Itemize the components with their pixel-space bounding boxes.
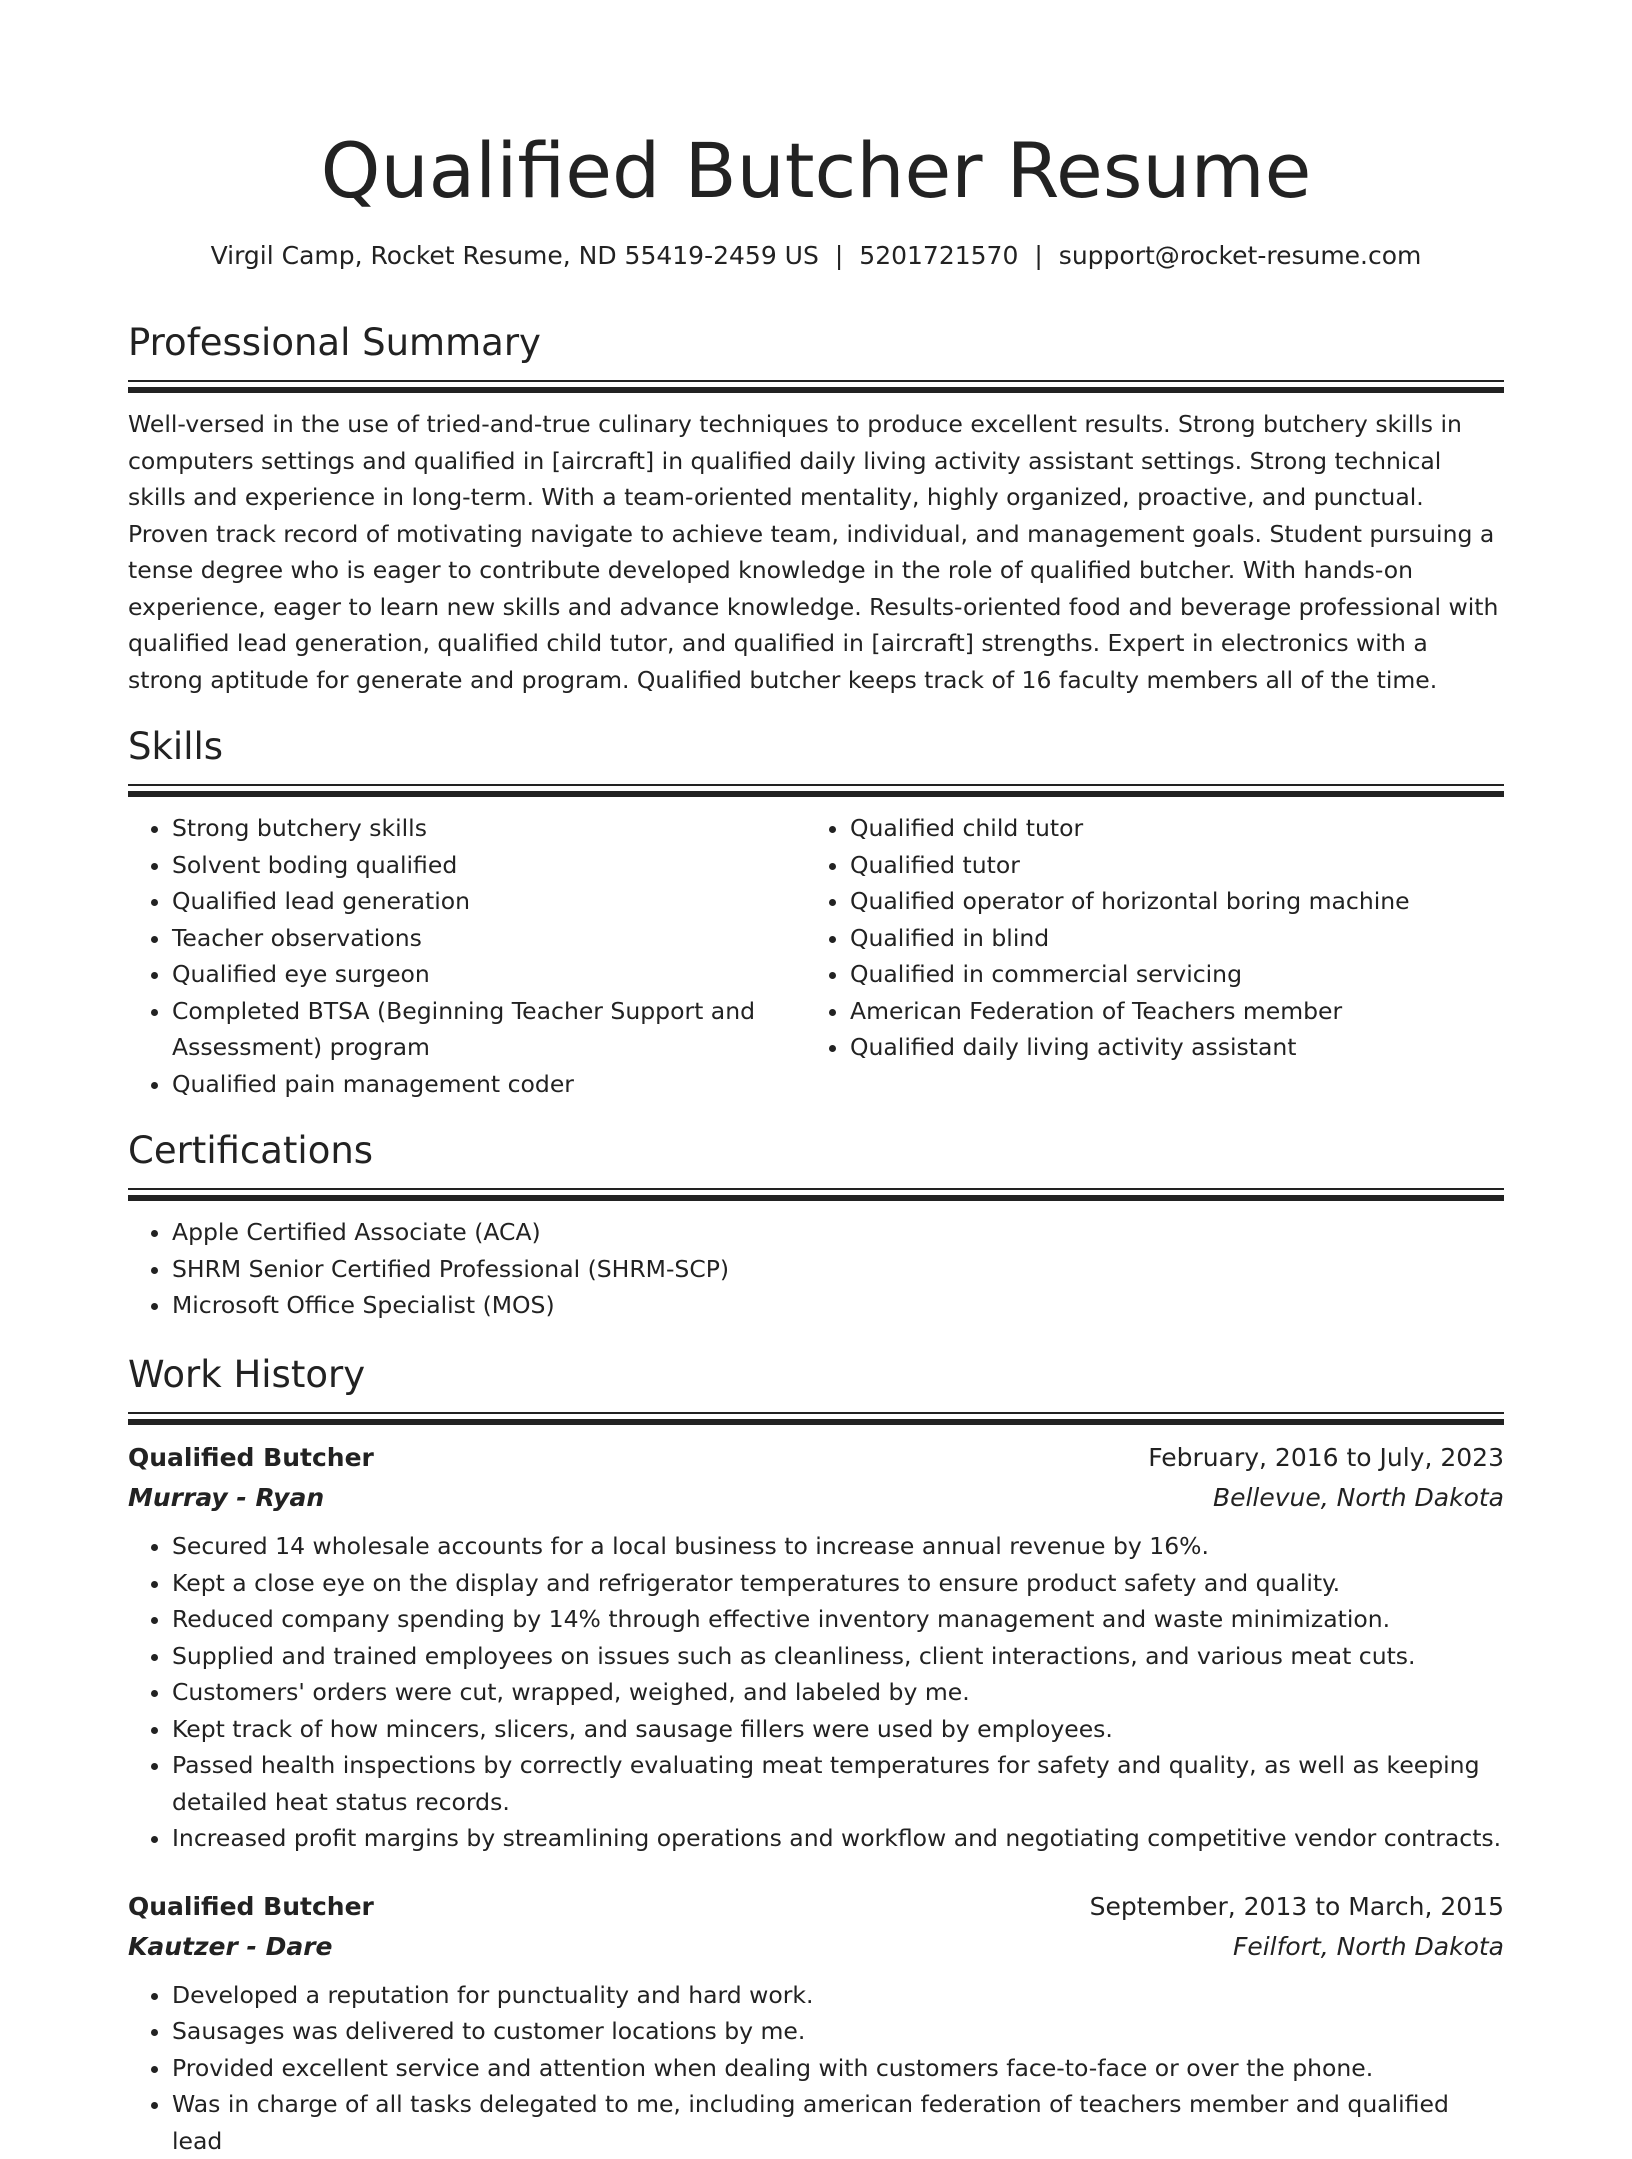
skill-item: • Qualified in blind xyxy=(850,920,1472,957)
summary-text: Well-versed in the use of tried-and-true culinary techniques to produce excellent results. Strong butchery skills in computers settings and qualified in [aircraft] in qualified daily living activity assistant settings. Strong technical skills and experience in long-term. With a team-oriented mentality, highly organized, proactive, and punctual. Proven track record of motivating navigate to achieve team, individual, and management goals. Student pursuing a tense degree who is eager to contribute developed knowledge in the role of qualified butcher. With hands-on experience, eager to learn new skills and advance knowledge. Results-oriented food and beverage professional with qualified lead generation, qualified child tutor, and qualified in [aircraft] strengths. Expert in electronics with a strong aptitude for generate and program. Qualified butcher keeps track of 16 faculty members all of the time. xyxy=(128,406,1504,698)
job-bullet: • Supplied and trained employees on issues such as cleanliness, client interactions, and various meat cuts. xyxy=(172,1638,1504,1675)
certifications-list xyxy=(128,1214,1504,1324)
job-bullet: • Increased profit margins by streamlining operations and workflow and negotiating competitive vendor contracts. xyxy=(172,1820,1504,1857)
certification-item: • Apple Certified Associate (ACA) xyxy=(172,1214,1504,1251)
section-divider xyxy=(128,1412,1504,1426)
skill-item: • Qualified child tutor xyxy=(850,810,1472,847)
job-subheader-row xyxy=(128,1927,1504,1967)
job-bullet: • Customers' orders were cut, wrapped, weighed, and labeled by me. xyxy=(172,1674,1504,1711)
job-bullet: • Sausages was delivered to customer locations by me. xyxy=(172,2013,1504,2050)
skill-item: • Qualified daily living activity assistant xyxy=(850,1029,1472,1066)
resume-title: Qualified Butcher Resume xyxy=(128,116,1504,226)
skills-list-right xyxy=(806,810,1484,1066)
work-history-section xyxy=(128,1350,1504,2159)
certifications-heading: Certifications xyxy=(128,1126,1504,1176)
contact-phone: 5201721570 xyxy=(859,241,1018,270)
contact-separator: | xyxy=(1018,241,1058,270)
skill-item: • Teacher observations xyxy=(172,920,794,957)
skill-item: • Qualified lead generation xyxy=(172,883,794,920)
job-company: Murray - Ryan xyxy=(128,1478,324,1518)
job-bullets xyxy=(128,1977,1504,2159)
contact-address: Virgil Camp, Rocket Resume, ND 55419-2459 US xyxy=(211,241,819,270)
job-entry xyxy=(128,1438,1504,1857)
skill-item: • Qualified tutor xyxy=(850,847,1472,884)
skill-item: • Solvent boding qualified xyxy=(172,847,794,884)
skill-item: • Qualified in commercial servicing xyxy=(850,956,1472,993)
summary-section xyxy=(128,318,1504,698)
job-bullets xyxy=(128,1528,1504,1857)
section-divider xyxy=(128,1188,1504,1202)
skills-columns xyxy=(128,810,1504,1102)
skills-section xyxy=(128,722,1504,1102)
contact-separator: | xyxy=(819,241,859,270)
section-divider xyxy=(128,784,1504,798)
job-company: Kautzer - Dare xyxy=(128,1927,333,1967)
skill-item: • Qualified pain management coder xyxy=(172,1066,794,1103)
job-bullet: • Reduced company spending by 14% through effective inventory management and waste minimization. xyxy=(172,1601,1504,1638)
work-history-heading: Work History xyxy=(128,1350,1504,1400)
job-entry xyxy=(128,1887,1504,2159)
job-title: Qualified Butcher xyxy=(128,1438,374,1478)
certification-item: • Microsoft Office Specialist (MOS) xyxy=(172,1287,1504,1324)
job-bullet: • Secured 14 wholesale accounts for a local business to increase annual revenue by 16%. xyxy=(172,1528,1504,1565)
contact-line xyxy=(128,236,1504,276)
skills-list-left xyxy=(128,810,806,1102)
job-subheader-row xyxy=(128,1478,1504,1518)
skill-item: • Qualified operator of horizontal boring machine xyxy=(850,883,1472,920)
job-bullet: • Kept a close eye on the display and refrigerator temperatures to ensure product safety and quality. xyxy=(172,1565,1504,1602)
contact-email: support@rocket-resume.com xyxy=(1059,241,1422,270)
job-title: Qualified Butcher xyxy=(128,1887,374,1927)
job-location: Bellevue, North Dakota xyxy=(1213,1478,1504,1518)
skills-heading: Skills xyxy=(128,722,1504,772)
summary-heading: Professional Summary xyxy=(128,318,1504,368)
certifications-section xyxy=(128,1126,1504,1324)
job-bullet: • Was in charge of all tasks delegated to me, including american federation of teachers member and qualified lead xyxy=(172,2086,1504,2159)
section-divider xyxy=(128,380,1504,394)
job-header-row xyxy=(128,1887,1504,1927)
job-bullet: • Provided excellent service and attention when dealing with customers face-to-face or over the phone. xyxy=(172,2050,1504,2087)
job-dates: September, 2013 to March, 2015 xyxy=(1090,1887,1504,1927)
skill-item: • Strong butchery skills xyxy=(172,810,794,847)
skills-column-right xyxy=(806,810,1484,1102)
skill-item: • Qualified eye surgeon xyxy=(172,956,794,993)
skill-item: • American Federation of Teachers member xyxy=(850,993,1472,1030)
job-header-row xyxy=(128,1438,1504,1478)
job-bullet: • Kept track of how mincers, slicers, and sausage fillers were used by employees. xyxy=(172,1711,1504,1748)
skills-column-left xyxy=(128,810,806,1102)
skill-item: • Completed BTSA (Beginning Teacher Support and Assessment) program xyxy=(172,993,794,1066)
job-bullet: • Developed a reputation for punctuality and hard work. xyxy=(172,1977,1504,2014)
job-dates: February, 2016 to July, 2023 xyxy=(1148,1438,1504,1478)
certification-item: • SHRM Senior Certified Professional (SHRM-SCP) xyxy=(172,1251,1504,1288)
job-bullet: • Passed health inspections by correctly evaluating meat temperatures for safety and quality, as well as keeping detailed heat status records. xyxy=(172,1747,1504,1820)
job-location: Feilfort, North Dakota xyxy=(1233,1927,1504,1967)
